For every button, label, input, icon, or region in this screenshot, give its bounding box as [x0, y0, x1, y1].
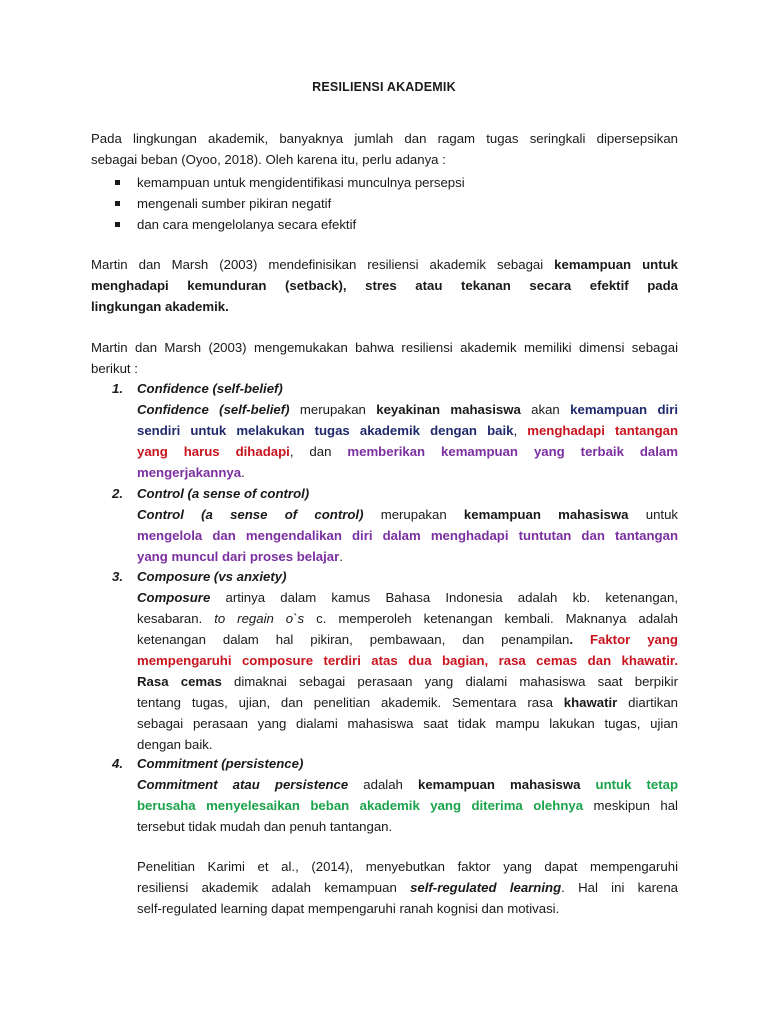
body-line: ketenangan dalam hal pikiran, pembawaan, dan penampilan. Faktor yang: [137, 632, 678, 647]
dimension-heading: 4. Commitment (persistence): [112, 756, 304, 771]
dimension-body: [112, 774, 678, 837]
list-item: kemampuan untuk mengidentifikasi munculnya persepsi: [115, 172, 465, 193]
body-line: sendiri untuk melakukan tugas akademik dengan baik, menghadapi tantangan: [137, 423, 679, 438]
dimensions-intro: [91, 337, 678, 379]
bullet-list: [115, 172, 465, 235]
dimension-heading: 1. Confidence (self-belief): [112, 381, 283, 396]
dimension-body: [112, 587, 678, 755]
dimension-heading: 2. Control (a sense of control): [112, 486, 310, 501]
definition-line-3: lingkungan akademik.: [91, 299, 229, 314]
body-line: berusaha menyelesaikan beban akademik yang diterima olehnya meskipun hal: [137, 798, 678, 813]
intro-line-2: sebagai beban (Oyoo, 2018). Oleh karena itu, perlu adanya :: [91, 152, 446, 167]
dimension-item-composure: [112, 566, 678, 755]
dimension-body: [112, 504, 678, 567]
dimensions-intro-line-2: berikut :: [91, 361, 138, 376]
intro-line-1: Pada lingkungan akademik, banyaknya jumlah dan ragam tugas seringkali dipersepsikan: [91, 131, 678, 146]
body-line: Control (a sense of control) merupakan kemampuan mahasiswa untuk: [137, 507, 678, 522]
intro-paragraph: [91, 128, 678, 170]
dimensions-intro-line-1: Martin dan Marsh (2003) mengemukakan bahwa resiliensi akademik memiliki dimensi sebagai: [91, 340, 678, 355]
document-title: RESILIENSI AKADEMIK: [312, 80, 456, 94]
list-item: dan cara mengelolanya secara efektif: [115, 214, 465, 235]
body-line: mengerjakannya.: [137, 465, 245, 480]
list-item: mengenali sumber pikiran negatif: [115, 193, 465, 214]
dimension-item-control: [112, 483, 678, 567]
definition-paragraph: [91, 254, 678, 317]
dimension-item-commitment: [112, 753, 678, 837]
body-line: mengelola dan mengendalikan diri dalam menghadapi tuntutan dan tantangan: [137, 528, 678, 543]
body-line: kesabaran. to regain o`s c. memperoleh ketenangan kembali. Maknanya adalah: [137, 611, 678, 626]
body-line: tentang tugas, ujian, dan penelitian akademik. Sementara rasa khawatir diartikan: [137, 695, 678, 710]
body-line: tersebut tidak mudah dan penuh tantangan.: [137, 819, 393, 834]
body-line: Commitment atau persistence adalah kemampuan mahasiswa untuk tetap: [137, 777, 679, 792]
body-line: mempengaruhi composure terdiri atas dua bagian, rasa cemas dan khawatir.: [137, 653, 678, 668]
closing-line-1: Penelitian Karimi et al., (2014), menyebutkan faktor yang dapat mempengaruhi: [137, 859, 678, 874]
dimension-item-confidence: [112, 378, 678, 483]
body-line: yang harus dihadapi, dan memberikan kemampuan yang terbaik dalam: [137, 444, 678, 459]
body-line: yang muncul dari proses belajar.: [137, 549, 343, 564]
body-line: Composure artinya dalam kamus Bahasa Indonesia adalah kb. ketenangan,: [137, 590, 678, 605]
body-line: dengan baik.: [137, 737, 213, 752]
closing-line-3: self-regulated learning dapat mempengaruhi ranah kognisi dan motivasi.: [137, 901, 560, 916]
definition-line-2: menghadapi kemunduran (setback), stres atau tekanan secara efektif pada: [91, 278, 678, 293]
body-line: sebagai perasaan yang dialami mahasiswa saat tidak mampu lakukan tugas, ujian: [137, 716, 678, 731]
body-line: Confidence (self-belief) merupakan keyakinan mahasiswa akan kemampuan diri: [137, 402, 679, 417]
closing-line-2: resiliensi akademik adalah kemampuan self-regulated learning. Hal ini karena: [137, 880, 678, 895]
closing-paragraph: [137, 856, 678, 919]
body-line: Rasa cemas dimaknai sebagai perasaan yang dialami mahasiswa saat berpikir: [137, 674, 678, 689]
dimension-body: [112, 399, 678, 483]
dimension-heading: 3. Composure (vs anxiety): [112, 569, 287, 584]
definition-line-1: Martin dan Marsh (2003) mendefinisikan resiliensi akademik sebagai kemampuan untuk: [91, 257, 678, 272]
